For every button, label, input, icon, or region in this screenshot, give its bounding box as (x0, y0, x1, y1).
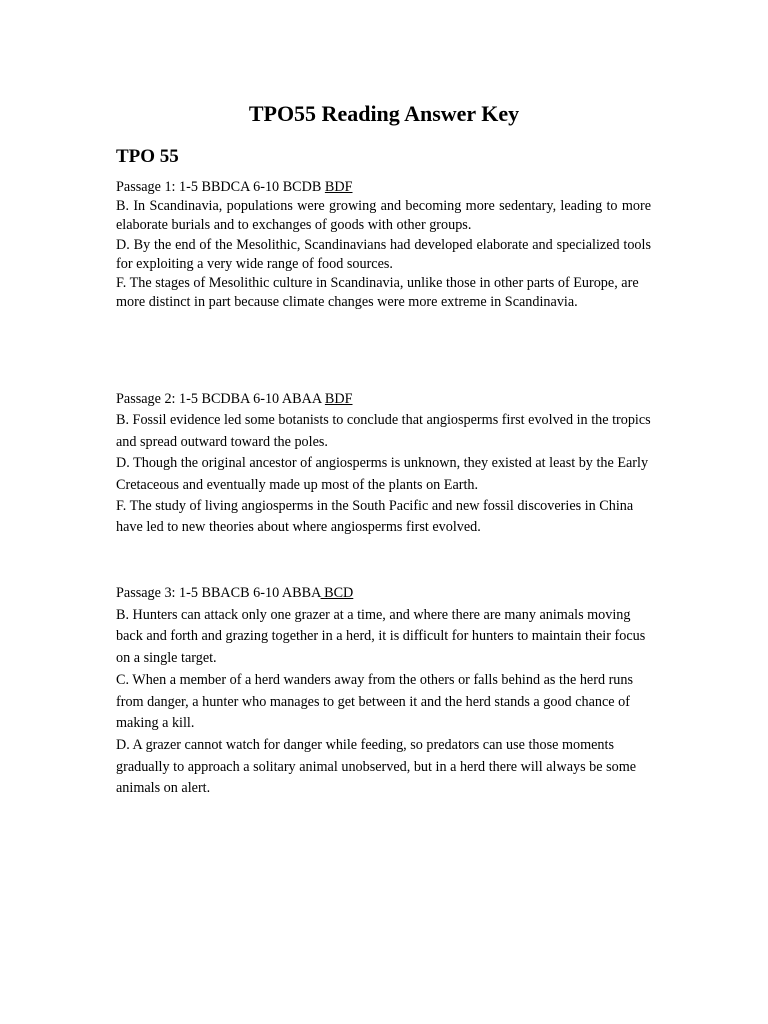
passage-3-answer-key: BCD (320, 585, 354, 601)
passage-1-summary (116, 178, 651, 197)
passage-1-answer-f: F. The stages of Mesolithic culture in Scandinavia, unlike those in other parts of Europe, are more distinct in part because climate changes were more extreme in Scandinavia. (116, 275, 639, 311)
passage-2-answer-b: B. Fossil evidence led some botanists to conclude that angiosperms first evolved in the tropics and spread outward toward the poles. (116, 412, 651, 450)
passage-3-summary-text: Passage 3: 1-5 BBACB 6-10 ABBA (116, 585, 321, 601)
passage-1-answer-key: BDF (324, 179, 353, 195)
passage-1 (116, 178, 651, 312)
passage-2-summary (116, 389, 651, 410)
section-heading: TPO 55 (116, 146, 179, 167)
passage-2-summary-text: Passage 2: 1-5 BCDBA 6-10 ABAA (116, 391, 325, 407)
passage-1-answer-b: B. In Scandinavia, populations were growing and becoming more sedentary, leading to more elaborate burials and to exchanges of goods with other groups. (116, 198, 651, 234)
passage-3-answer-d: D. A grazer cannot watch for danger while feeding, so predators can use those moments gradually to approach a solitary animal unobserved, but in a herd there will always be some animals on alert. (116, 736, 637, 797)
passage-1-answer-d: D. By the end of the Mesolithic, Scandinavians had developed elaborate and specialized tools for exploiting a very wide range of food sources. (116, 236, 651, 272)
passage-3-answer-c: C. When a member of a herd wanders away from the others or falls behind as the herd runs from danger, a hunter who manages to get between it and the herd stands a good chance of making a kill. (116, 671, 634, 732)
passage-3-answer-b: B. Hunters can attack only one grazer at a time, and where there are many animals moving back and forth and grazing together in a herd, it is difficult for hunters to maintain their focus on a single target. (116, 606, 646, 667)
passage-2-answer-f: F. The study of living angiosperms in the South Pacific and new fossil discoveries in China have led to new theories about where angiosperms first evolved. (116, 498, 634, 536)
passage-2 (116, 389, 651, 539)
page-title: TPO55 Reading Answer Key (248, 101, 520, 126)
passage-1-summary-text: Passage 1: 1-5 BBDCA 6-10 BCDB (116, 179, 325, 195)
passage-2-answer-key: BDF (324, 391, 353, 407)
passage-2-answer-d: D. Though the original ancestor of angiosperms is unknown, they existed at least by the Early Cretaceous and eventually made up most of the plants on Earth. (116, 455, 649, 493)
passage-3-summary (116, 583, 651, 605)
passage-3 (116, 583, 651, 800)
